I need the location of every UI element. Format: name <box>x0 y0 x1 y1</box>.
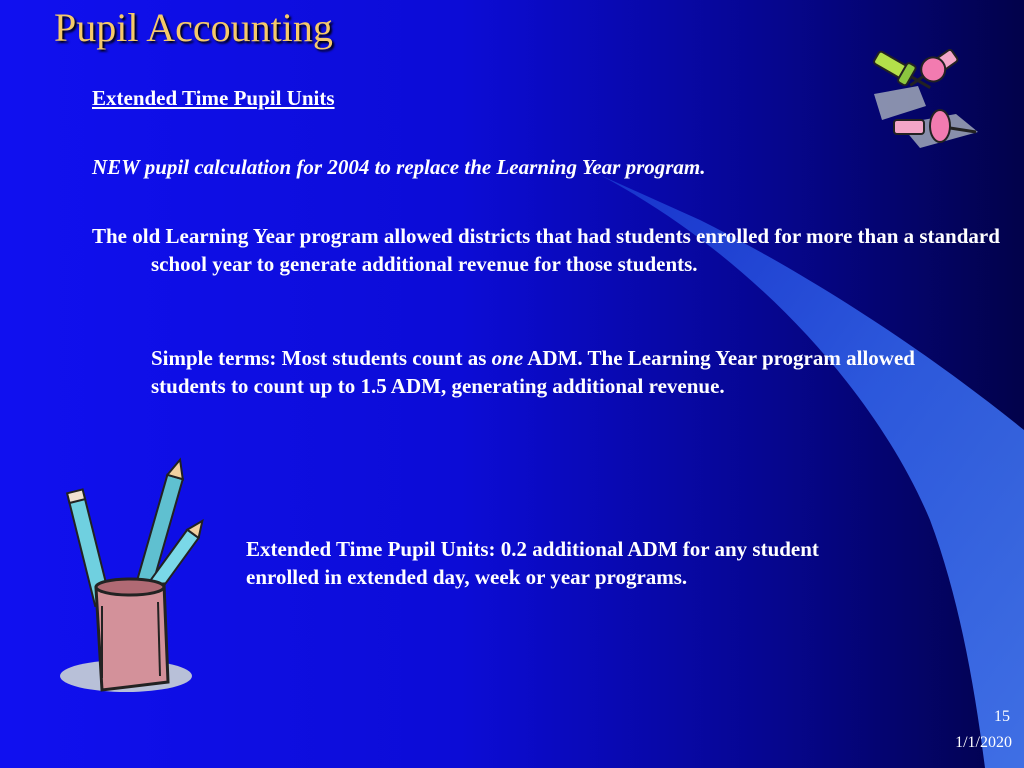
slide-number: 15 <box>994 708 1010 725</box>
paragraph-learning-year: The old Learning Year program allowed districts that had students enrolled for more than a standard school year to generate additional revenue for those students. <box>92 224 1000 276</box>
intro-text: NEW pupil calculation for 2004 to replace the Learning Year program. <box>92 155 706 179</box>
pushpins-icon <box>860 36 988 156</box>
highlight-text: Extended Time Pupil Units: 0.2 additional ADM for any student enrolled in extended day, week or year programs. <box>246 537 819 589</box>
paragraph-simple-terms <box>151 344 931 400</box>
slide-date: 1/1/2020 <box>955 734 1012 751</box>
paragraph-simple-terms-end: ADM. The Learning Year program allowed students to count up to 1.5 ADM, generating additional revenue. <box>151 346 915 398</box>
slide-title: Pupil Accounting <box>54 5 333 50</box>
pencil-cup-icon <box>56 456 208 696</box>
subtitle: Extended Time Pupil Units <box>92 86 335 110</box>
emphasis-one: one <box>491 346 524 370</box>
paragraph-simple-terms-start: Simple terms: Most students count as <box>151 346 492 370</box>
